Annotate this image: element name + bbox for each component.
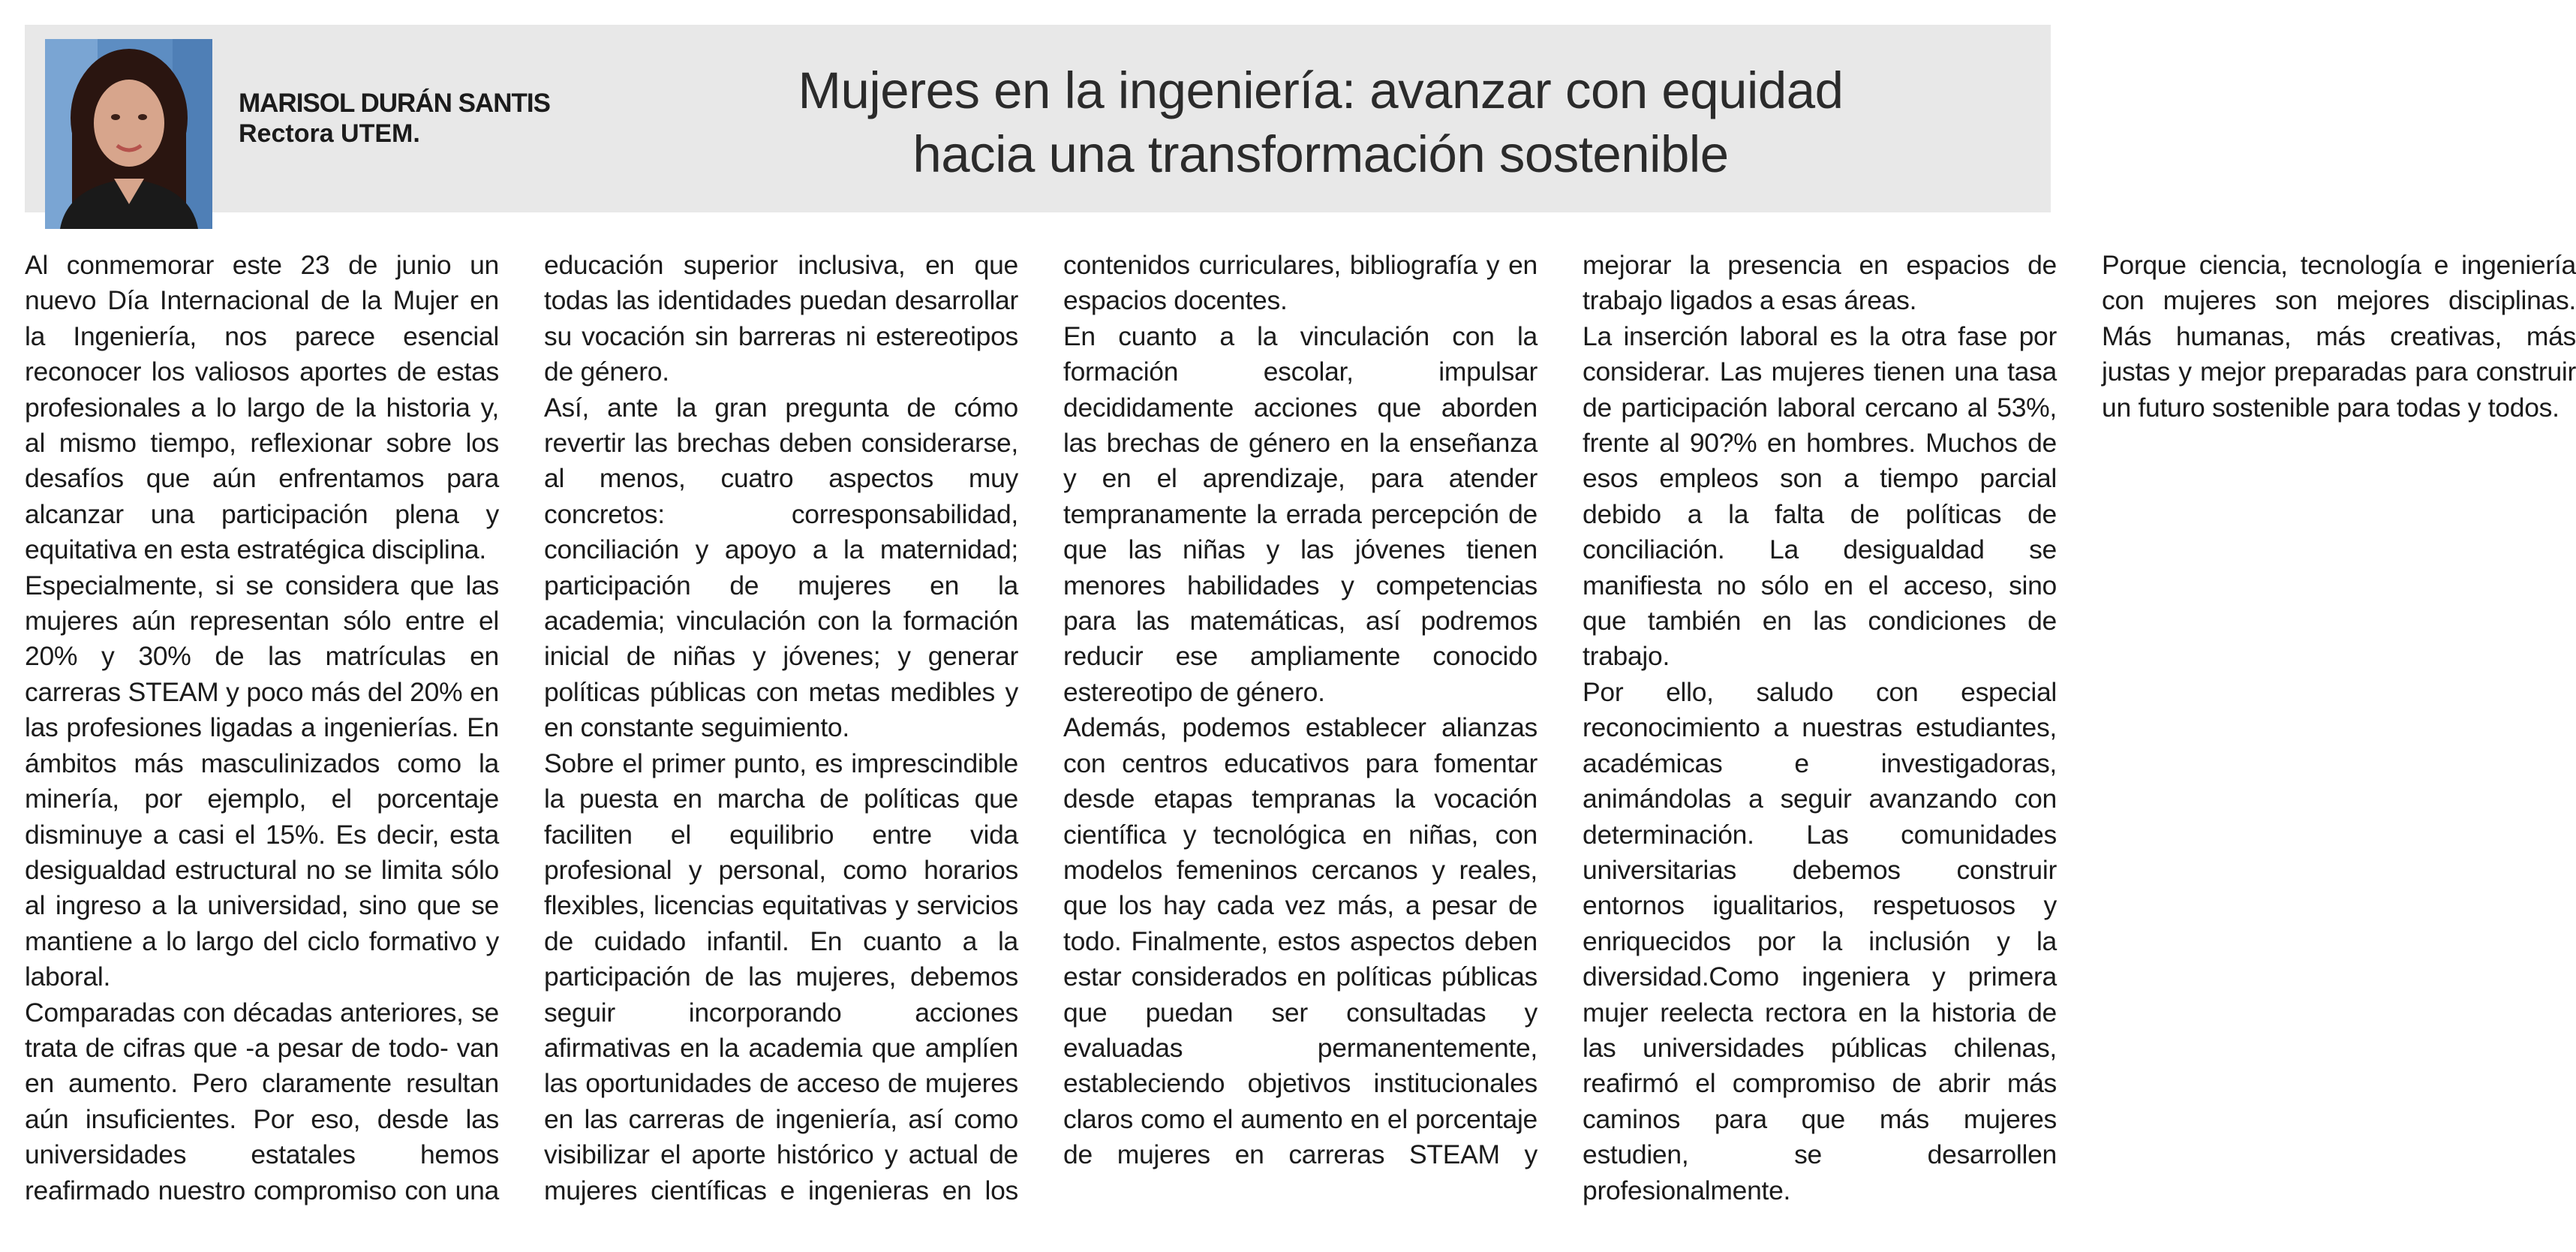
article-paragraph: Al conmemorar este 23 de junio un nuevo Día Internacional de la Mujer en la Ingeniería, nos parece esencial reconocer los valiosos aportes de estas profesionales a lo largo de la historia y, al mismo tiempo, reflexionar sobre los desafíos que aún enfrentamos para alcanzar una participación plena y equitativa en esta estratégica disciplina. [25,250,499,565]
article-paragraph: Porque ciencia, tecnología e ingeniería con mujeres son mejores disciplinas. Más humanas, más creativas, más justas y mejor preparadas para construir un futuro sostenible para todas y todos. [2102,250,2576,423]
article-paragraph: Especialmente, si se considera que las mujeres aún representan sólo entre el 20% y 30% de las matrículas en carreras STEAM y poco más del 20% en las profesiones ligadas a ingenierías. En ámbitos más masculinizados como la minería, por ejemplo, el porcentaje disminuye a casi el 15%. Es decir, esta desigualdad estructural no se limita sólo al ingreso a la universidad, sino que se mantiene a lo largo del ciclo formativo y laboral. [25,570,499,992]
byline [239,89,659,149]
article-paragraph: Así, ante la gran pregunta de cómo revertir las brechas deben considerarse, al menos, cuatro aspectos muy concretos: corresponsabilidad, conciliación y apoyo a la maternidad; participación de mujeres en la academia; vinculación con la formación inicial de niñas y jóvenes; y generar políticas públicas con metas medibles y en constante seguimiento. [544,392,1018,743]
article-paragraph: Sobre el primer punto, es imprescindible la puesta en marcha de políticas que faciliten el equilibrio entre vida profesional y personal, como horarios flexibles, licencias equitativas y servicios de cuidado infantil. En cuanto a la participación de las mujeres, debemos seguir incorporando acciones afirmativas en la academia que amplíen las oportunidades de acceso de mujeres en las carreras de ingeniería, así como visibilizar el aporte histórico y actual de mujeres científicas e ingenieras en los contenidos curriculares, bibliografía y en espacios docentes. [544,250,1537,1205]
article-body [25,248,2576,1223]
article-paragraph: Además, podemos establecer alianzas con centros educativos para fomentar desde etapas tempranas la vocación científica y tecnológica en niñas, con modelos femeninos cercanos y reales, que los hay cada vez más, a pesar de todo. Finalmente, estos aspectos deben estar considerados en políticas públicas que puedan ser consultadas y evaluadas permanentemente, estableciendo objetivos institucionales claros como el aumento en el porcentaje de mujeres en carreras STEAM y mejorar la presencia en espacios de trabajo ligados a esas áreas. [1063,250,2057,1170]
headline-line-1: Mujeres en la ingeniería: avanzar con equidad [798,62,1844,119]
article-paragraph: Comparadas con décadas anteriores, se trata de cifras que -a pesar de todo- van en aumento. Pero claramente resultan aún insuficientes. Por eso, desde las universidades estatales hemos reafirmado nuestro compromiso con una educación superior inclusiva, en que todas las identidades puedan desarrollar su vocación sin barreras ni estereotipos de género. [25,250,1018,1205]
article-headline [720,59,1921,186]
article-paragraph: La inserción laboral es la otra fase por considerar. Las mujeres tienen una tasa de participación laboral cercano al 53%, frente al 90?% en hombres. Muchos de esos empleos son a tiempo parcial debido a la falta de políticas de conciliación. La desigualdad se manifiesta no sólo en el acceso, sino que también en las condiciones de trabajo. [1583,321,2057,672]
article-paragraph: Por ello, saludo con especial reconocimiento a nuestras estudiantes, académicas e investigadoras, animándolas a seguir avanzando con determinación. Las comunidades universitarias debemos construir entornos igualitarios, respetuosos y enriquecidos por la inclusión y la diversidad.Como ingeniera y primera mujer reelecta rectora en la historia de las universidades públicas chilenas, reafirmó el compromiso de abrir más caminos para que más mujeres estudien, se desarrollen profesionalmente. [1583,676,2057,1205]
author-role: Rectora UTEM. [239,119,420,148]
author-name: MARISOL DURÁN SANTIS [239,89,550,118]
article-paragraph: En cuanto a la vinculación con la formación escolar, impulsar decididamente acciones que aborden las brechas de género en la enseñanza y en el aprendizaje, para atender tempranamente la errada percepción de que las niñas y las jóvenes tienen menores habilidades y competencias para las matemáticas, así podremos reducir ese ampliamente conocido estereotipo de género. [1063,321,1537,707]
author-photo [45,39,212,229]
headline-line-2: hacia una transformación sostenible [912,125,1729,183]
